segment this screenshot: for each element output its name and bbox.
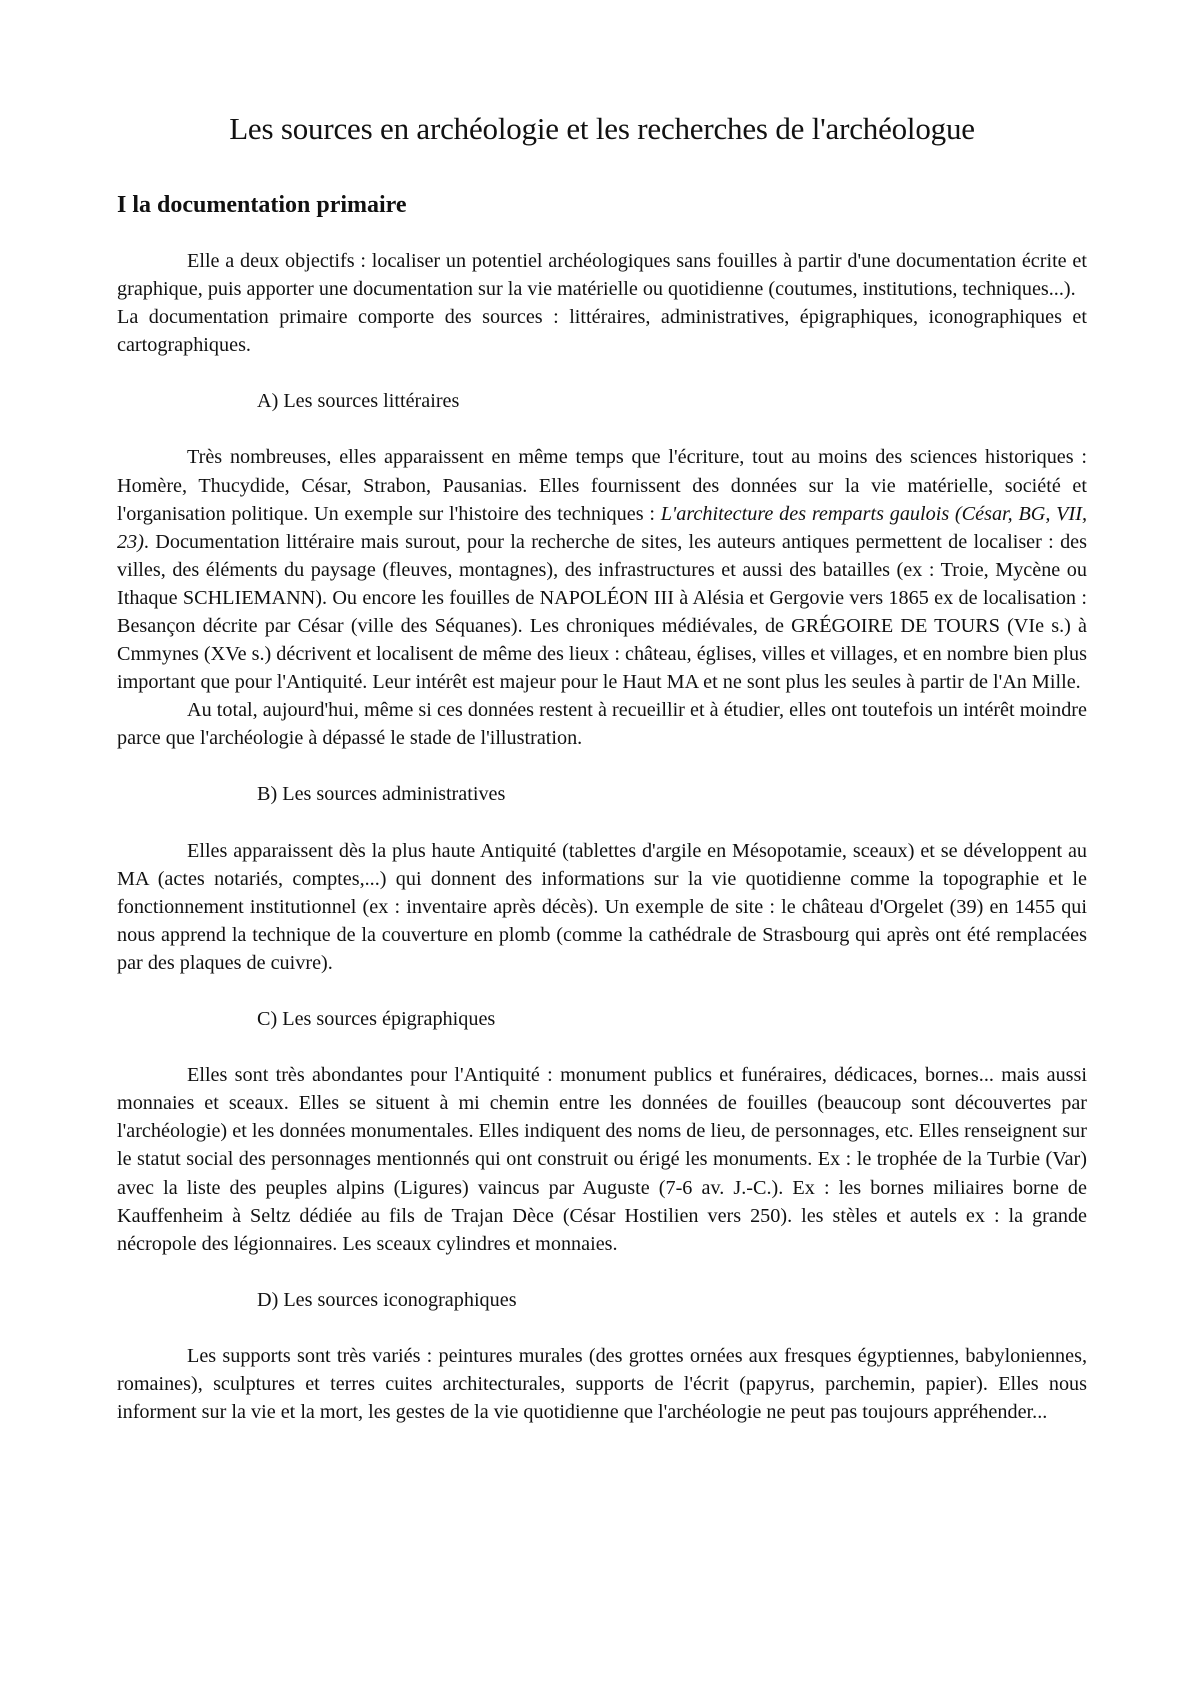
spacer [117, 752, 1087, 780]
spacer [117, 1033, 1087, 1061]
subheading-sources-iconographiques: D) Les sources iconographiques [257, 1288, 517, 1311]
intro-paragraph-objectives: Elle a deux objectifs : localiser un potentiel archéologiques sans fouilles à partir d'une documentation écrite et graphique, puis apporter une documentation sur la vie matérielle ou quotidienne (coutumes, institutions, techniques...). [117, 249, 1087, 301]
spacer [117, 1258, 1087, 1286]
litteraires-text-after-citation: . Documentation littéraire mais surout, pour la recherche de sites, les auteurs antiques permettent de localiser : des villes, des éléments du paysage (fleuves, montagnes), des infrastructures et aussi des batailles (ex : Troie, Mycène ou Ithaque SCHLIEMANN). Ou encore les fouilles de NAPOLÉON III à Alésia et Gergovie vers 1865 ex de localisation : Besançon décrite par César (ville des Séquanes). Les chroniques médiévales, de GRÉGOIRE DE TOURS (VIe s.) à Cmmynes (XVe s.) décrivent et localisent de même des lieux : château, églises, villes et villages, et en nombre bien plus important que pour l'Antiquité. Leur intérêt est majeur pour le Haut MA et ne sont plus les seules à partir de l'An Mille. [117, 530, 1087, 694]
spacer [117, 359, 1087, 387]
paragraph-sources-administratives: Elles apparaissent dès la plus haute Antiquité (tablettes d'argile en Mésopotamie, sceaux) et se développent au MA (actes notariés, comptes,...) qui donnent des informations sur la vie quotidienne comme la topographie et le fonctionnement institutionnel (ex : inventaire après décès). Un exemple de site : le château d'Orgelet (39) en 1455 qui nous apprend la technique de la couverture en plomb (comme la cathédrale de Strasbourg qui après ont été remplacées par des plaques de cuivre). [117, 839, 1087, 974]
litteraires-text-before-citation: Très nombreuses, elles apparaissent en même temps que l'écriture, tout au moins des sciences historiques : Homère, Thucydide, César, Strabon, Pausanias. Elles fournissent des données sur la vie matérielle, société et l'organisation politique. Un exemple sur l'histoire des techniques : [117, 446, 1087, 525]
paragraph-sources-iconographiques: Les supports sont très variés : peintures murales (des grottes ornées aux fresques égyptiennes, babyloniennes, romaines), sculptures et terres cuites architecturales, supports de l'écrit (papyrus, parchemin, papier). Elles nous informent sur la vie et la mort, les gestes de la vie quotidienne que l'archéologie ne peut pas toujours appréhender... [117, 1344, 1087, 1424]
document-page [117, 110, 1087, 1426]
subheading-sources-administratives: B) Les sources administratives [257, 783, 506, 806]
paragraph-sources-litteraires [117, 443, 1087, 696]
spacer [117, 415, 1087, 443]
subheading-sources-epigraphiques: C) Les sources épigraphiques [257, 1008, 496, 1031]
spacer [117, 977, 1087, 1005]
spacer [117, 1314, 1087, 1342]
subheading-sources-litteraires: A) Les sources littéraires [257, 390, 460, 413]
citation-remparts-gaulois: L'architecture des remparts gaulois (César, BG, VII, 23) [117, 502, 1087, 553]
paragraph-litteraires-conclusion: Au total, aujourd'hui, même si ces données restent à recueillir et à étudier, elles ont toutefois un intérêt moindre parce que l'archéologie à dépassé le stade de l'illustration. [117, 699, 1087, 750]
spacer [117, 809, 1087, 837]
section-heading-documentation-primaire: I la documentation primaire [117, 192, 407, 219]
intro-paragraph-sources-list: La documentation primaire comporte des sources : littéraires, administratives, épigraphiques, iconographiques et cartographiques. [117, 306, 1087, 357]
paragraph-sources-epigraphiques: Elles sont très abondantes pour l'Antiquité : monument publics et funéraires, dédicaces, bornes... mais aussi monnaies et sceaux. Elles se situent à mi chemin entre les données de fouilles (beaucoup sont découvertes par l'archéologie) et les données monumentales. Elles indiquent des noms de lieu, de personnages, etc. Elles renseignent sur le statut social des personnages mentionnés qui ont construit ou érigé les monuments. Ex : le trophée de la Turbie (Var) avec la liste des peuples alpins (Ligures) vaincus par Auguste (7-6 av. J.-C.). Ex : les bornes miliaires borne de Kauffenheim à Seltz dédiée au fils de Trajan Dèce (César Hostilien vers 250). les stèles et autels ex : la grande nécropole des légionnaires. Les sceaux cylindres et monnaies. [117, 1064, 1087, 1255]
document-title: Les sources en archéologie et les recherches de l'archéologue [229, 111, 975, 146]
